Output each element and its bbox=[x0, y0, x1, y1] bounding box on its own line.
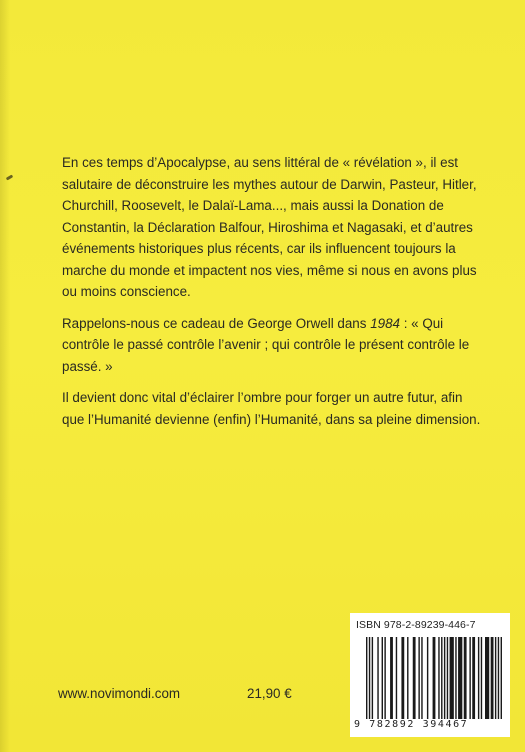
publisher-website: www.novimondi.com bbox=[58, 686, 181, 701]
barcode-bars bbox=[366, 637, 502, 719]
barcode-digits: 9 782892 394467 bbox=[354, 719, 469, 730]
blurb-paragraph-3: Il devient donc vital d’éclairer l’ombre pour forger un autre futur, afin que l’Humanité devienne (enfin) l’Humanité, dans sa pleine dimension. bbox=[62, 390, 481, 427]
blurb-paragraph-1: En ces temps d’Apocalypse, au sens littéral de « révélation », il est salutaire de déconstruire les mythes autour de Darwin, Pasteur, Hitler, Churchill, Roosevelt, le Dalaï-Lama..., mais aussi la Donation de Constantin, la Déclaration Balfour, Hiroshima et Nagasaki, et d’autres événements historiques plus récents, car ils influencent toujours la marche du monde et impactent nos vies, même si nous en avons plus ou moins conscience. bbox=[62, 155, 477, 299]
book-title-1984: 1984 bbox=[370, 315, 400, 331]
price: 21,90 € bbox=[247, 686, 292, 701]
blurb-paragraph-2-intro: Rappelons-nous ce cadeau de George Orwell dans bbox=[62, 315, 371, 331]
back-cover-blurb bbox=[62, 152, 482, 440]
isbn-barcode bbox=[350, 613, 510, 737]
orwell-quote: : « Qui contrôle le passé contrôle l’avenir ; qui contrôle le présent contrôle le passé. » bbox=[62, 315, 470, 374]
spine-shadow bbox=[0, 0, 10, 752]
blurb-paragraph-2 bbox=[62, 313, 482, 378]
isbn-label: ISBN 978-2-89239-446-7 bbox=[356, 619, 476, 631]
